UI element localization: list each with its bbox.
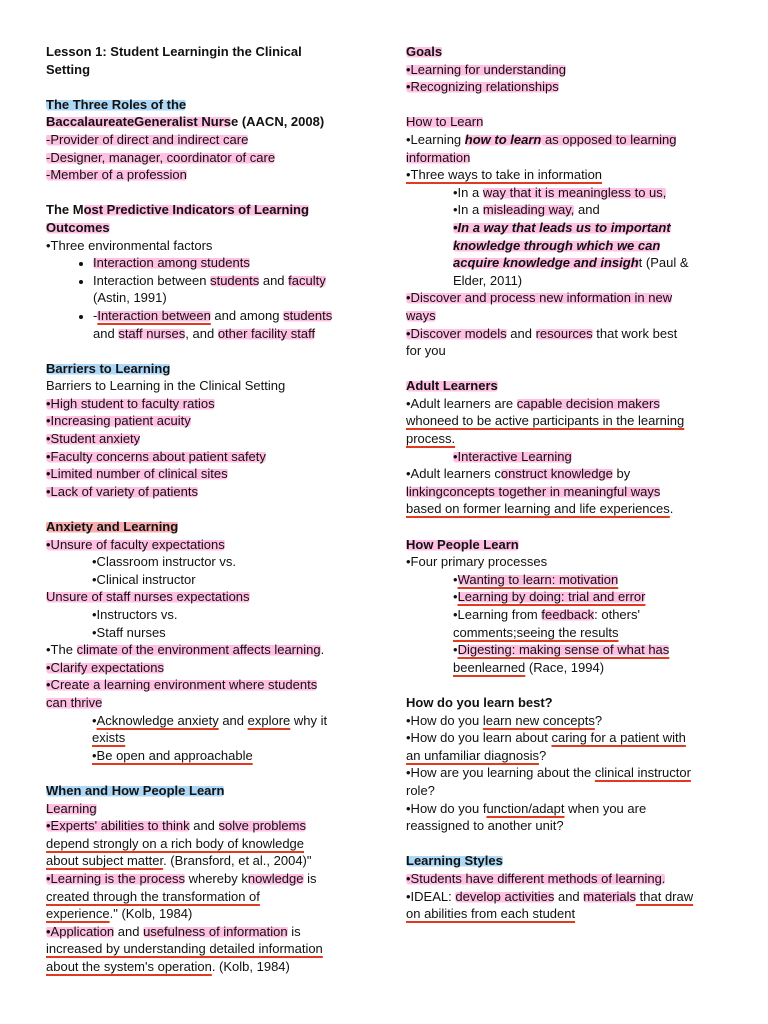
para-3-usefulness: usefulness of information: [143, 923, 288, 939]
goals-line-2-text: •Recognizing relationships: [406, 79, 559, 95]
people-sub-1-a: •: [453, 571, 458, 587]
barrier-item-1-text: •High student to faculty ratios: [46, 395, 215, 411]
howto-line-2: [406, 166, 724, 184]
anxiety-line-8-text: •Clarify expectations: [46, 659, 164, 675]
anxiety-line-2: •Classroom instructor vs.: [92, 554, 236, 570]
barrier-item-2: [46, 412, 364, 430]
people-sub-2: [406, 588, 724, 606]
barriers-subheading: Barriers to Learning in the Clinical Setting: [46, 378, 286, 394]
factor-item-3-a: -: [93, 307, 98, 323]
howto-line-4: [406, 325, 724, 360]
how-people-learn-section: [406, 536, 724, 677]
when-how-para-2: [46, 870, 364, 923]
howto-sub-1: [406, 184, 724, 202]
anxiety-heading: Anxiety and Learning: [46, 519, 179, 535]
predictive-heading-start: The M: [46, 202, 84, 218]
factor-item-3-interaction: Interaction between: [97, 307, 211, 323]
best-line-2-b: caring for a patient with: [551, 730, 686, 746]
people-heading: How People Learn: [406, 536, 519, 552]
factor-item-1-text: Interaction among students: [93, 255, 250, 271]
factor-item-3-c: and among: [210, 307, 284, 323]
people-sub-4-c: beenlearned: [453, 659, 526, 675]
styles-heading: Learning Styles: [406, 853, 503, 869]
factor-item-2-a: Interaction between: [93, 272, 211, 288]
anxiety-line-10-a: •: [92, 712, 97, 728]
goals-line-1: [406, 61, 724, 79]
adult-line-3-b: onstruct knowledge: [500, 466, 613, 482]
when-how-learning: Learning: [46, 800, 97, 816]
barrier-item-5: [46, 465, 364, 483]
howto-line-3-b: ways: [406, 307, 436, 323]
how-to-learn-heading-line: [406, 113, 724, 131]
adult-heading: Adult Learners: [406, 378, 498, 394]
para-3-application: •Application: [46, 923, 115, 939]
lesson-title-line-1: Lesson 1: Student Learningin the Clinical: [46, 44, 302, 59]
how-to-learn-heading: How to Learn: [406, 114, 484, 130]
anxiety-line-9-b: can thrive: [46, 694, 103, 710]
barrier-item-5-text: •Limited number of clinical sites: [46, 466, 228, 482]
people-sub-2-b: Learning by doing: trial and error: [457, 589, 646, 605]
people-sub-3-c: : others': [594, 607, 640, 622]
people-sub-4-b: Digesting: making sense of what has: [457, 642, 670, 658]
learn-best-section: [406, 694, 724, 835]
para-3-is: is: [287, 923, 301, 939]
best-line-1-a: •How do you: [406, 712, 483, 728]
people-sub-2-a: •: [453, 589, 458, 605]
learning-styles-section: [406, 852, 724, 922]
factor-item-2-faculty: faculty: [288, 272, 326, 288]
factor-item-3-staff-nurses: staff nurses: [118, 325, 186, 341]
people-sub-4-d: (Race, 1994): [525, 659, 605, 675]
anxiety-line-8: [46, 659, 364, 677]
best-line-4-c: when you are: [564, 800, 647, 816]
anxiety-line-11-text: •Be open and approachable: [92, 747, 253, 763]
role-item-3-text: -Member of a profession: [46, 167, 187, 183]
adult-line-3: [406, 465, 724, 518]
howto-line-4-a: •Discover models: [406, 325, 507, 341]
people-sub-3-b: feedback: [541, 607, 595, 622]
goals-line-1-text: •Learning for understanding: [406, 61, 566, 77]
best-line-3-b: clinical instructor: [594, 765, 691, 781]
howto-sub-3: [406, 219, 724, 289]
goals-heading: Goals: [406, 44, 443, 59]
styles-line-2-f: on abilities from each student: [406, 906, 576, 922]
adult-line-3-c: by: [612, 466, 631, 482]
factor-item-2-students: students: [210, 272, 260, 288]
anxiety-line-4: [46, 588, 364, 606]
barrier-item-1: [46, 395, 364, 413]
goals-line-2: [406, 78, 724, 96]
people-sub-1-b: Wanting to learn: motivation: [457, 571, 619, 587]
howto-line-2-text: •Three ways to take in information: [406, 167, 603, 183]
three-roles-section: [46, 96, 364, 184]
para-3-increased: increased by understanding detailed information: [46, 941, 323, 957]
when-how-section: [46, 782, 364, 976]
factor-item-3-e: and: [93, 325, 119, 341]
adult-line-1-c: whoneed to be active participants in the learning: [406, 413, 685, 429]
anxiety-line-1-text: •Unsure of faculty expectations: [46, 536, 225, 552]
howto-sub-2-a: •In a: [453, 202, 483, 218]
adult-learners-section: [406, 377, 724, 518]
para-2-created: created through the transformation of: [46, 888, 260, 904]
best-line-2: [406, 729, 724, 764]
environmental-factors-list: [46, 254, 364, 342]
para-1-subject: about subject matter: [46, 853, 164, 869]
styles-line-1-text: •Students have different methods of learning.: [406, 870, 666, 886]
people-heading-line: [406, 536, 724, 554]
factor-item-2: [93, 272, 364, 307]
role-item-1-text: -Provider of direct and indirect care: [46, 131, 249, 147]
predictive-heading-1: [46, 201, 364, 219]
anxiety-line-7-climate: climate of the environment affects learning: [76, 642, 321, 658]
styles-line-2-c: and: [554, 888, 584, 904]
howto-sub-3-a: •In a way that leads us to important: [453, 219, 671, 235]
anxiety-section: [46, 518, 364, 764]
best-line-2-c: an unfamiliar diagnosis: [406, 747, 539, 763]
anxiety-heading-line: [46, 518, 364, 536]
styles-line-2-d: materials: [583, 888, 637, 904]
three-roles-heading-citation: e (AACN, 2008): [230, 114, 325, 130]
adult-line-1-b: capable decision makers: [516, 395, 660, 411]
howto-line-4-d: that work best: [592, 325, 678, 341]
anxiety-line-10: [46, 712, 364, 747]
best-line-4-a: •How do you f: [406, 800, 487, 816]
howto-sub-3-d: t (Paul &: [638, 255, 689, 271]
factor-item-3: [93, 307, 364, 342]
anxiety-line-11: [46, 747, 364, 765]
styles-line-2-b: develop activities: [455, 888, 555, 904]
best-line-4-b: unction/adapt: [486, 800, 565, 816]
right-column: [406, 43, 724, 940]
anxiety-line-7-c: .: [320, 642, 325, 658]
people-sub-3: [406, 606, 724, 641]
goals-heading-line: [406, 43, 724, 61]
adult-heading-line: [406, 377, 724, 395]
left-column: [46, 43, 364, 993]
para-1-experts: •Experts' abilities to think: [46, 818, 190, 834]
people-sub-3-a: •Learning from: [453, 607, 542, 622]
howto-sub-2-c: and: [574, 202, 600, 218]
howto-line-1-d: information: [406, 149, 471, 165]
howto-line-1-c: as opposed to learning: [541, 131, 677, 147]
howto-line-1: [406, 131, 724, 166]
factor-item-2-c: and: [259, 272, 289, 288]
anxiety-line-10-explore: explore: [247, 712, 291, 728]
factor-item-3-g: , and: [185, 325, 218, 341]
best-line-4: [406, 800, 724, 835]
adult-line-3-e: based on former learning and life experiences: [406, 501, 670, 517]
anxiety-line-7-a: •The: [46, 642, 77, 658]
when-how-para-1: [46, 817, 364, 870]
best-line-1: [406, 712, 724, 730]
best-line-1-b: learn new concepts: [482, 712, 595, 728]
adult-line-3-d: linkingconcepts together in meaningful ways: [406, 483, 661, 499]
best-line-2-d: ?: [538, 747, 547, 763]
best-heading: How do you learn best?: [406, 694, 553, 710]
howto-sub-3-b: knowledge through which we can: [453, 237, 661, 253]
barrier-item-3-text: •Student anxiety: [46, 431, 141, 447]
anxiety-line-3: •Clinical instructor: [92, 571, 196, 587]
barrier-item-4: [46, 448, 364, 466]
environmental-factors-intro: •Three environmental factors: [46, 237, 213, 253]
three-roles-heading-text: The Three Roles of the: [46, 96, 187, 112]
best-line-3-a: •How are you learning about the: [406, 765, 595, 781]
factor-item-2-citation: (Astin, 1991): [93, 290, 167, 306]
anxiety-line-9: [46, 676, 364, 711]
styles-heading-line: [406, 852, 724, 870]
adult-line-1-d: process.: [406, 431, 456, 447]
styles-line-2: [406, 888, 724, 923]
three-roles-heading-nurse: BaccalaureateGeneralist Nurs: [46, 114, 231, 130]
best-line-3: [406, 764, 724, 799]
barriers-heading: Barriers to Learning: [46, 360, 171, 376]
role-item-2-text: -Designer, manager, coordinator of care: [46, 149, 276, 165]
styles-line-2-e: that draw: [636, 888, 694, 904]
role-item-2: [46, 149, 364, 167]
para-3-and: and: [114, 923, 144, 939]
when-how-heading: When and How People Learn: [46, 782, 225, 798]
barrier-item-4-text: •Faculty concerns about patient safety: [46, 448, 266, 464]
predictive-indicators-section: [46, 201, 364, 342]
factor-item-3-students: students: [283, 307, 333, 323]
styles-line-2-a: •IDEAL:: [406, 888, 456, 904]
howto-line-3-a: •Discover and process new information in new: [406, 290, 673, 306]
barriers-section: [46, 360, 364, 501]
role-item-1: [46, 131, 364, 149]
predictive-heading-outcomes: Outcomes: [46, 219, 110, 235]
para-2-experience: experience: [46, 906, 110, 922]
howto-sub-1-a: •In a: [453, 184, 483, 200]
people-sub-3-d: comments;seeing the results: [453, 624, 619, 640]
para-2-whereby: whereby k: [184, 870, 248, 886]
adult-line-1: [406, 395, 724, 448]
howto-line-4-c: resources: [535, 325, 593, 341]
para-1-depend: depend strongly on a rich body of knowledge: [46, 835, 305, 851]
para-1-solve: solve problems: [218, 818, 306, 834]
para-1-and: and: [189, 818, 219, 834]
barrier-item-6: [46, 483, 364, 501]
howto-line-4-b: and: [506, 325, 536, 341]
adult-line-1-a: •Adult learners are: [406, 395, 517, 411]
para-1-citation: . (Bransford, et al., 2004)": [163, 853, 312, 869]
howto-line-3: [406, 289, 724, 324]
barrier-item-6-text: •Lack of variety of patients: [46, 483, 198, 499]
howto-sub-2: [406, 201, 724, 219]
para-3-system: about the system's operation: [46, 958, 212, 974]
howto-line-1-b: how to learn: [464, 131, 542, 147]
anxiety-line-5: •Instructors vs.: [92, 607, 178, 622]
three-roles-heading-1: [46, 96, 364, 114]
anxiety-line-7: [46, 641, 364, 659]
goals-section: [406, 43, 724, 96]
para-3-citation: . (Kolb, 1984): [211, 958, 290, 974]
when-how-heading-2-line: [46, 800, 364, 818]
factor-item-1: [93, 254, 364, 272]
predictive-heading-2: [46, 219, 364, 237]
adult-line-3-a: •Adult learners c: [406, 466, 501, 482]
howto-sub-1-b: way that it is meaningless to us,: [482, 184, 667, 200]
people-sub-4-a: •: [453, 642, 458, 658]
predictive-heading-rest: ost Predictive Indicators of Learning: [83, 202, 309, 218]
anxiety-line-4-text: Unsure of staff nurses expectations: [46, 589, 250, 605]
best-line-4-d: reassigned to another unit?: [406, 818, 564, 834]
best-line-2-a: •How do you learn about: [406, 730, 552, 746]
three-roles-heading-2: [46, 113, 364, 131]
para-2-citation: ." (Kolb, 1984): [109, 906, 193, 922]
howto-line-4-e: for you: [406, 343, 446, 359]
anxiety-line-10-exists: exists: [92, 730, 126, 746]
barrier-item-3: [46, 430, 364, 448]
adult-line-2: [406, 448, 724, 466]
people-sub-1: [406, 571, 724, 589]
styles-line-1: [406, 870, 724, 888]
best-line-1-c: ?: [594, 712, 603, 728]
factor-item-3-other-staff: other facility staff: [217, 325, 316, 341]
anxiety-line-9-a: •Create a learning environment where students: [46, 677, 318, 693]
role-item-3: [46, 166, 364, 184]
people-line-1: •Four primary processes: [406, 554, 548, 570]
when-how-heading-line: [46, 782, 364, 800]
anxiety-line-6: •Staff nurses: [92, 624, 166, 640]
anxiety-line-10-acknowledge: Acknowledge anxiety: [96, 712, 219, 728]
lesson-title: [46, 43, 364, 78]
best-line-3-c: role?: [406, 782, 435, 798]
barriers-heading-line: [46, 360, 364, 378]
when-how-para-3: [46, 923, 364, 976]
howto-line-1-a: •Learning: [406, 131, 465, 147]
how-to-learn-section: [406, 113, 724, 359]
howto-sub-2-b: misleading way,: [482, 202, 575, 218]
anxiety-line-10-c: and: [218, 712, 248, 728]
people-sub-4: [406, 641, 724, 676]
anxiety-line-1: [46, 536, 364, 554]
barrier-item-2-text: •Increasing patient acuity: [46, 413, 191, 429]
para-2-knowledge: nowledge: [247, 870, 304, 886]
howto-sub-3-e: Elder, 2011): [453, 272, 523, 288]
para-2-is: is: [303, 870, 317, 886]
lesson-title-line-2: Setting: [46, 61, 91, 77]
adult-line-2-text: •Interactive Learning: [453, 448, 572, 464]
adult-line-3-f: .: [669, 501, 674, 517]
anxiety-line-10-e: why it: [290, 712, 328, 728]
para-2-learning: •Learning is the process: [46, 870, 185, 886]
howto-sub-3-c: acquire knowledge and insigh: [453, 255, 639, 271]
